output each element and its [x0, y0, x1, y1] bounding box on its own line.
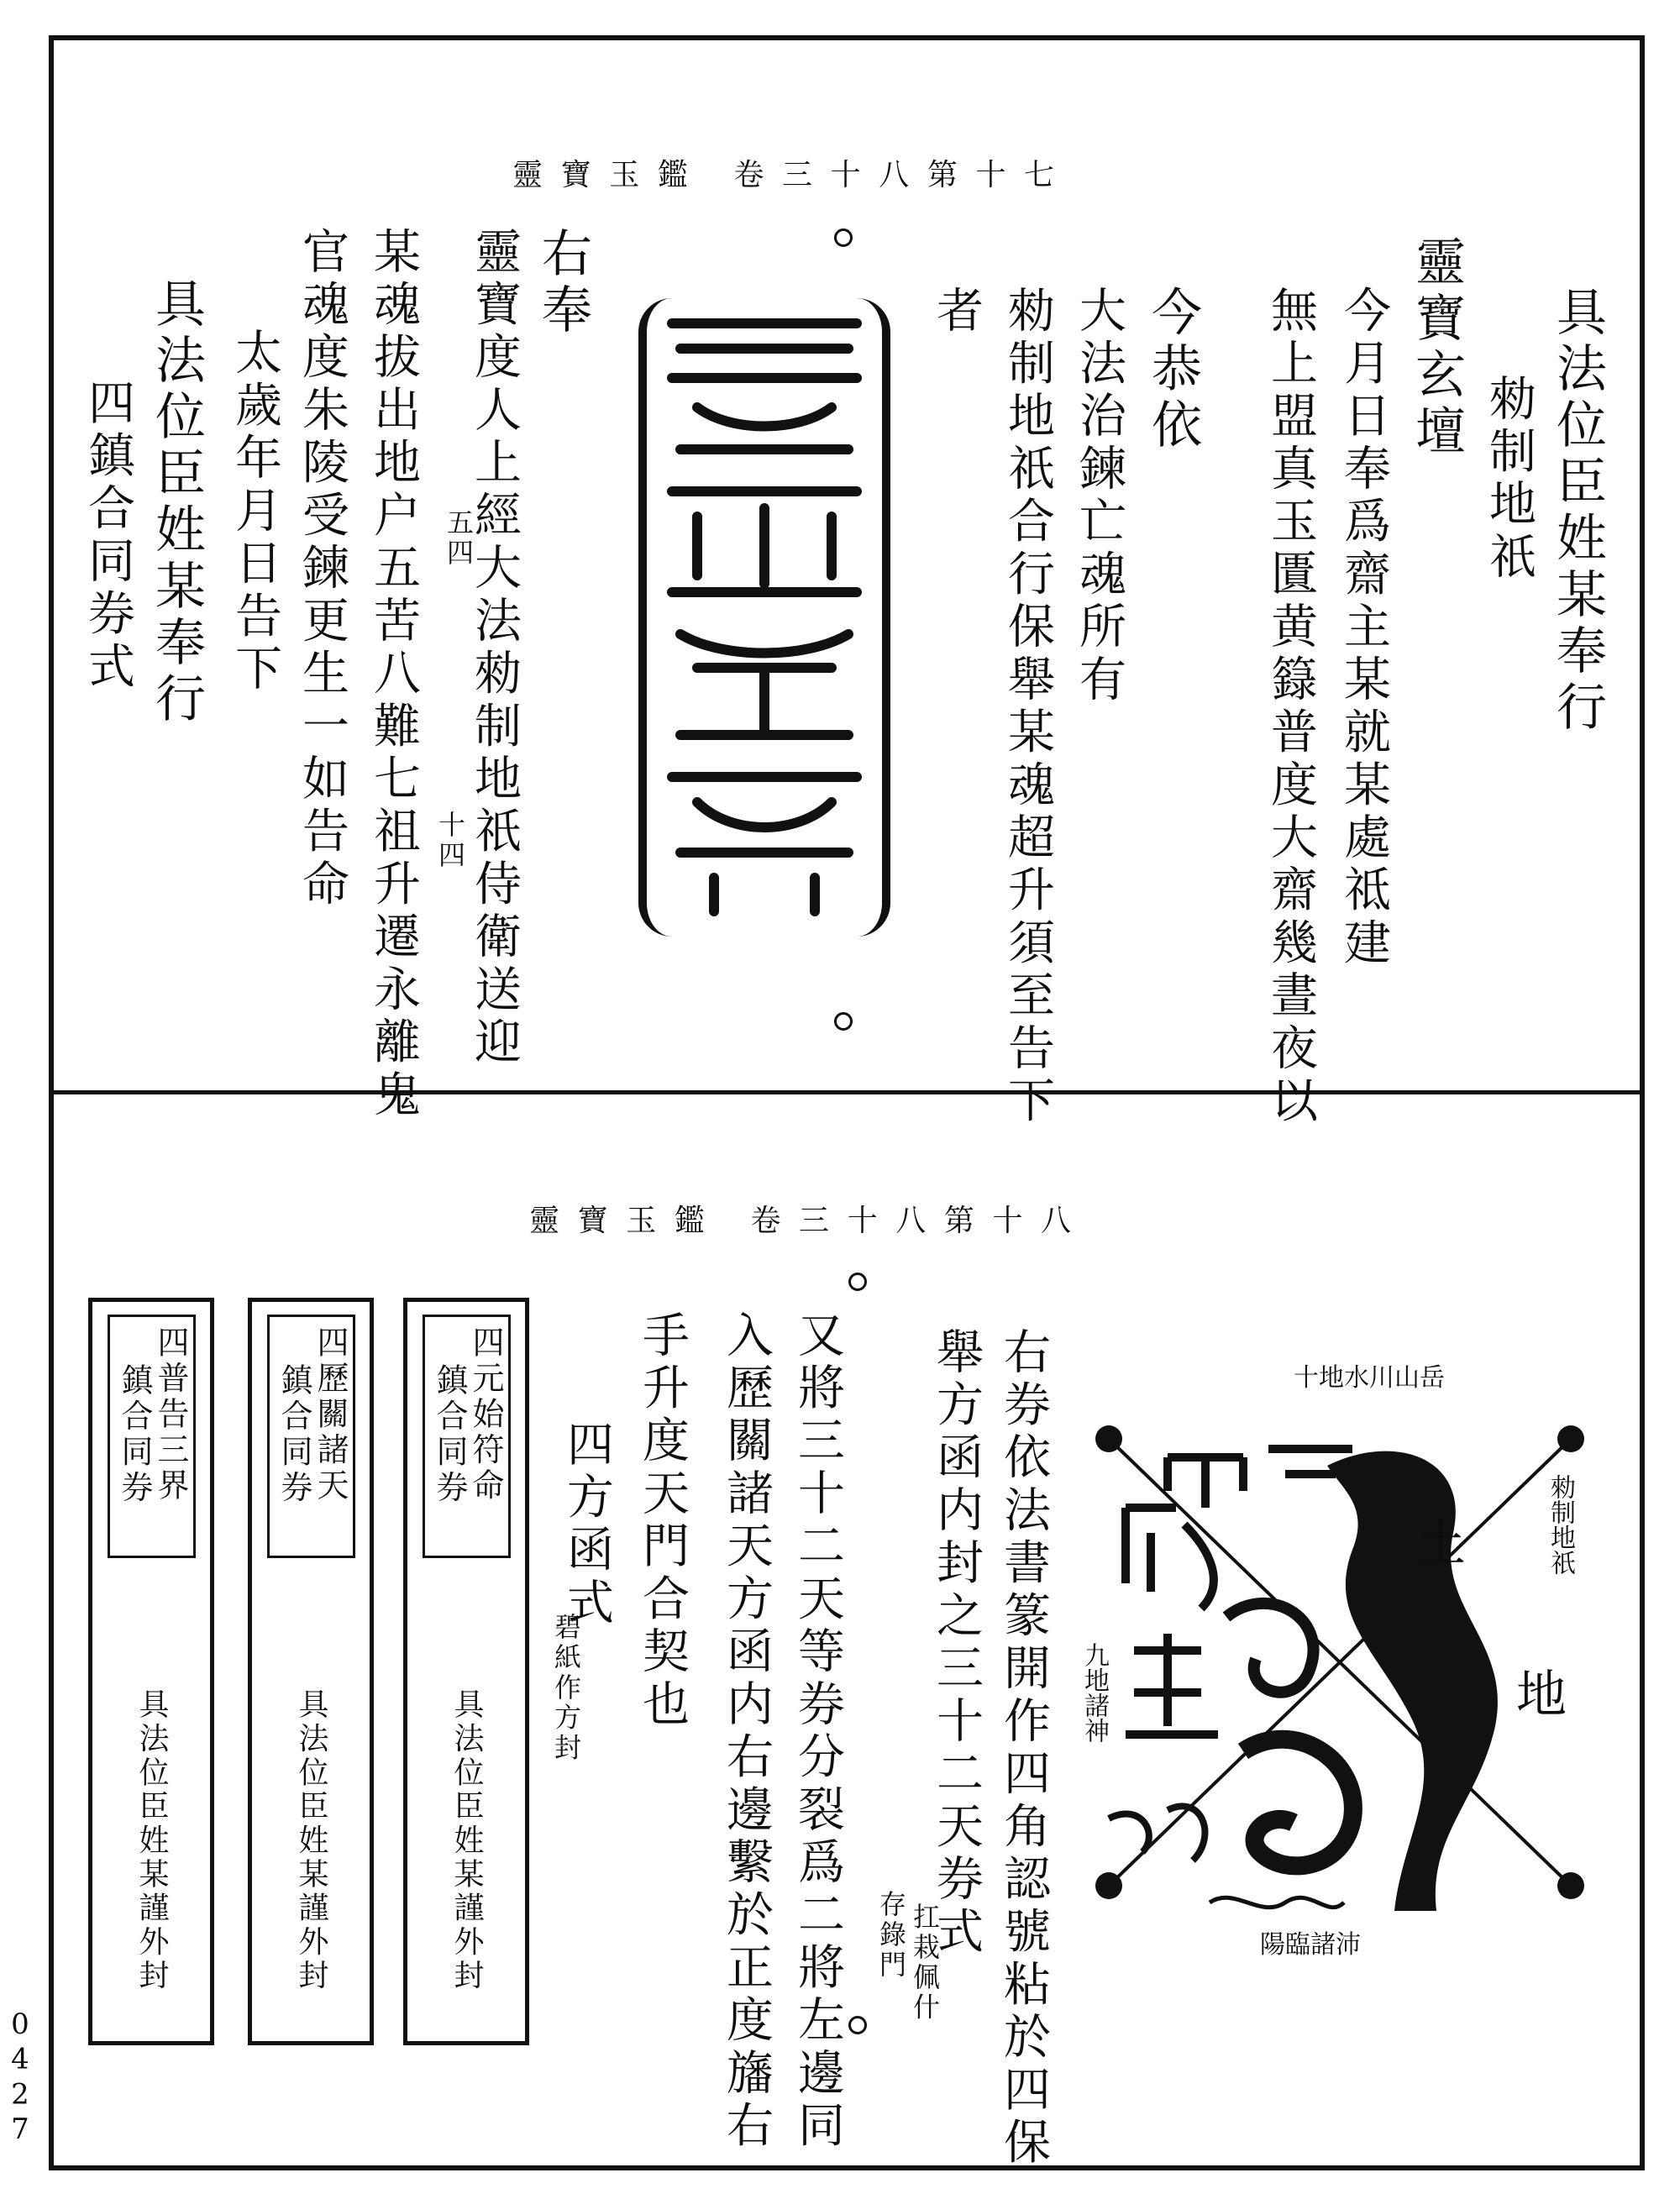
envelope-inner-line1: 四歷關諸天 [312, 1325, 349, 1504]
talisman-diagram [1075, 1365, 1604, 1961]
b-column-1: 右券依法書篆開作四角認號粘於四保 [996, 1327, 1051, 2170]
column-7: 大法治鍊亡魂所有 [1072, 286, 1126, 707]
envelope-outer-1: 具法位臣姓某謹外封 [449, 1688, 484, 1993]
b-column-3: 又將三十二天等券分裂爲二將左邊同 [790, 1310, 845, 2154]
envelope-inner-line1: 四普告三界 [152, 1325, 189, 1504]
envelope-box-1 [403, 1298, 529, 2045]
talisman-label-bottom: 陽臨諸沛 [1260, 1930, 1361, 1960]
note-wu-si: 五四 [443, 508, 475, 569]
column-11: 靈寶度人上經大法勑制地祇侍衛送迎 [467, 227, 522, 1070]
column-6: 今恭依 [1143, 286, 1202, 455]
talisman-label-left: 九地諸神 [1079, 1642, 1109, 1743]
envelope-inner-3 [108, 1315, 196, 1558]
envelope-inner-2 [267, 1315, 355, 1558]
binding-circle [834, 228, 853, 247]
column-4: 今月日奉爲齋主某就某處祗建 [1336, 286, 1391, 971]
note-shi-si: 十四 [434, 811, 466, 871]
talisman-label-top: 十地水川山岳 [1294, 1363, 1445, 1393]
column-9: 者 [929, 286, 984, 339]
seal-script-stamp [638, 298, 890, 937]
column-14: 太歲年月日告下 [228, 328, 282, 697]
seal-label [840, 277, 841, 281]
b-column-7: 碧紙作方封 [550, 1613, 582, 1764]
envelope-box-2 [248, 1298, 374, 2045]
envelope-inner-line2: 鎮合同券 [116, 1363, 153, 1507]
b-column-2: 舉方函内封之三十二天券式 [929, 1327, 984, 1960]
b-column-6: 四方函式 [559, 1420, 614, 1630]
column-12: 某魂拔出地户五苦八難七祖升遷永離鬼 [366, 227, 421, 1123]
b-column-5: 手升度天門合契也 [635, 1310, 690, 1732]
column-8: 勑制地祇合行保舉某魂超升須至告下 [1000, 286, 1055, 1129]
column-3: 靈寶玄壇 [1407, 235, 1466, 461]
b-note-small: 扛栽佩什 [909, 1902, 941, 2023]
column-10: 右奉 [533, 227, 592, 340]
envelope-outer-2: 具法位臣姓某謹外封 [294, 1688, 328, 1993]
column-1: 具法位臣姓某奉行 [1548, 286, 1607, 737]
envelope-inner-line2: 鎮合同券 [276, 1363, 312, 1507]
talisman-char-di: 地 [1516, 1666, 1567, 1724]
envelope-box-3 [88, 1298, 214, 2045]
talisman-label-right: 勑制地祇 [1546, 1474, 1575, 1575]
binding-circle [834, 1012, 853, 1031]
binding-circle [848, 2016, 867, 2034]
binding-circle [848, 1273, 867, 1291]
column-2: 勑制地祇 [1482, 374, 1536, 585]
envelope-inner-1 [423, 1315, 511, 1558]
column-5: 無上盟真玉匱黄籙普度大齋幾晝夜以 [1263, 286, 1318, 1129]
column-15: 具法位臣姓某奉行 [147, 277, 206, 729]
column-16: 四鎮合同券式 [81, 378, 135, 695]
envelope-inner-line1: 四元始符命 [467, 1325, 504, 1504]
talisman-char-tu: 土 [1415, 1514, 1466, 1573]
envelope-inner-line2: 鎮合同券 [431, 1363, 468, 1507]
envelope-outer-3: 具法位臣姓某謹外封 [134, 1688, 169, 1993]
seal-glyphs [647, 298, 882, 920]
b-note-cun-lu: 存錄門 [875, 1890, 907, 1981]
page-divider [49, 1090, 1645, 1094]
b-column-4: 入歷關諸天方函内右邊繫於正度旛右 [719, 1310, 774, 2154]
top-page-header: 靈寶玉鑑 卷三十八第十七 [512, 158, 1073, 192]
page-number: 0427 [3, 2007, 37, 2148]
bottom-page-header: 靈寶玉鑑 卷三十八第十八 [529, 1204, 1089, 1238]
column-13: 官魂度朱陵受鍊更生一如告命 [295, 227, 349, 912]
